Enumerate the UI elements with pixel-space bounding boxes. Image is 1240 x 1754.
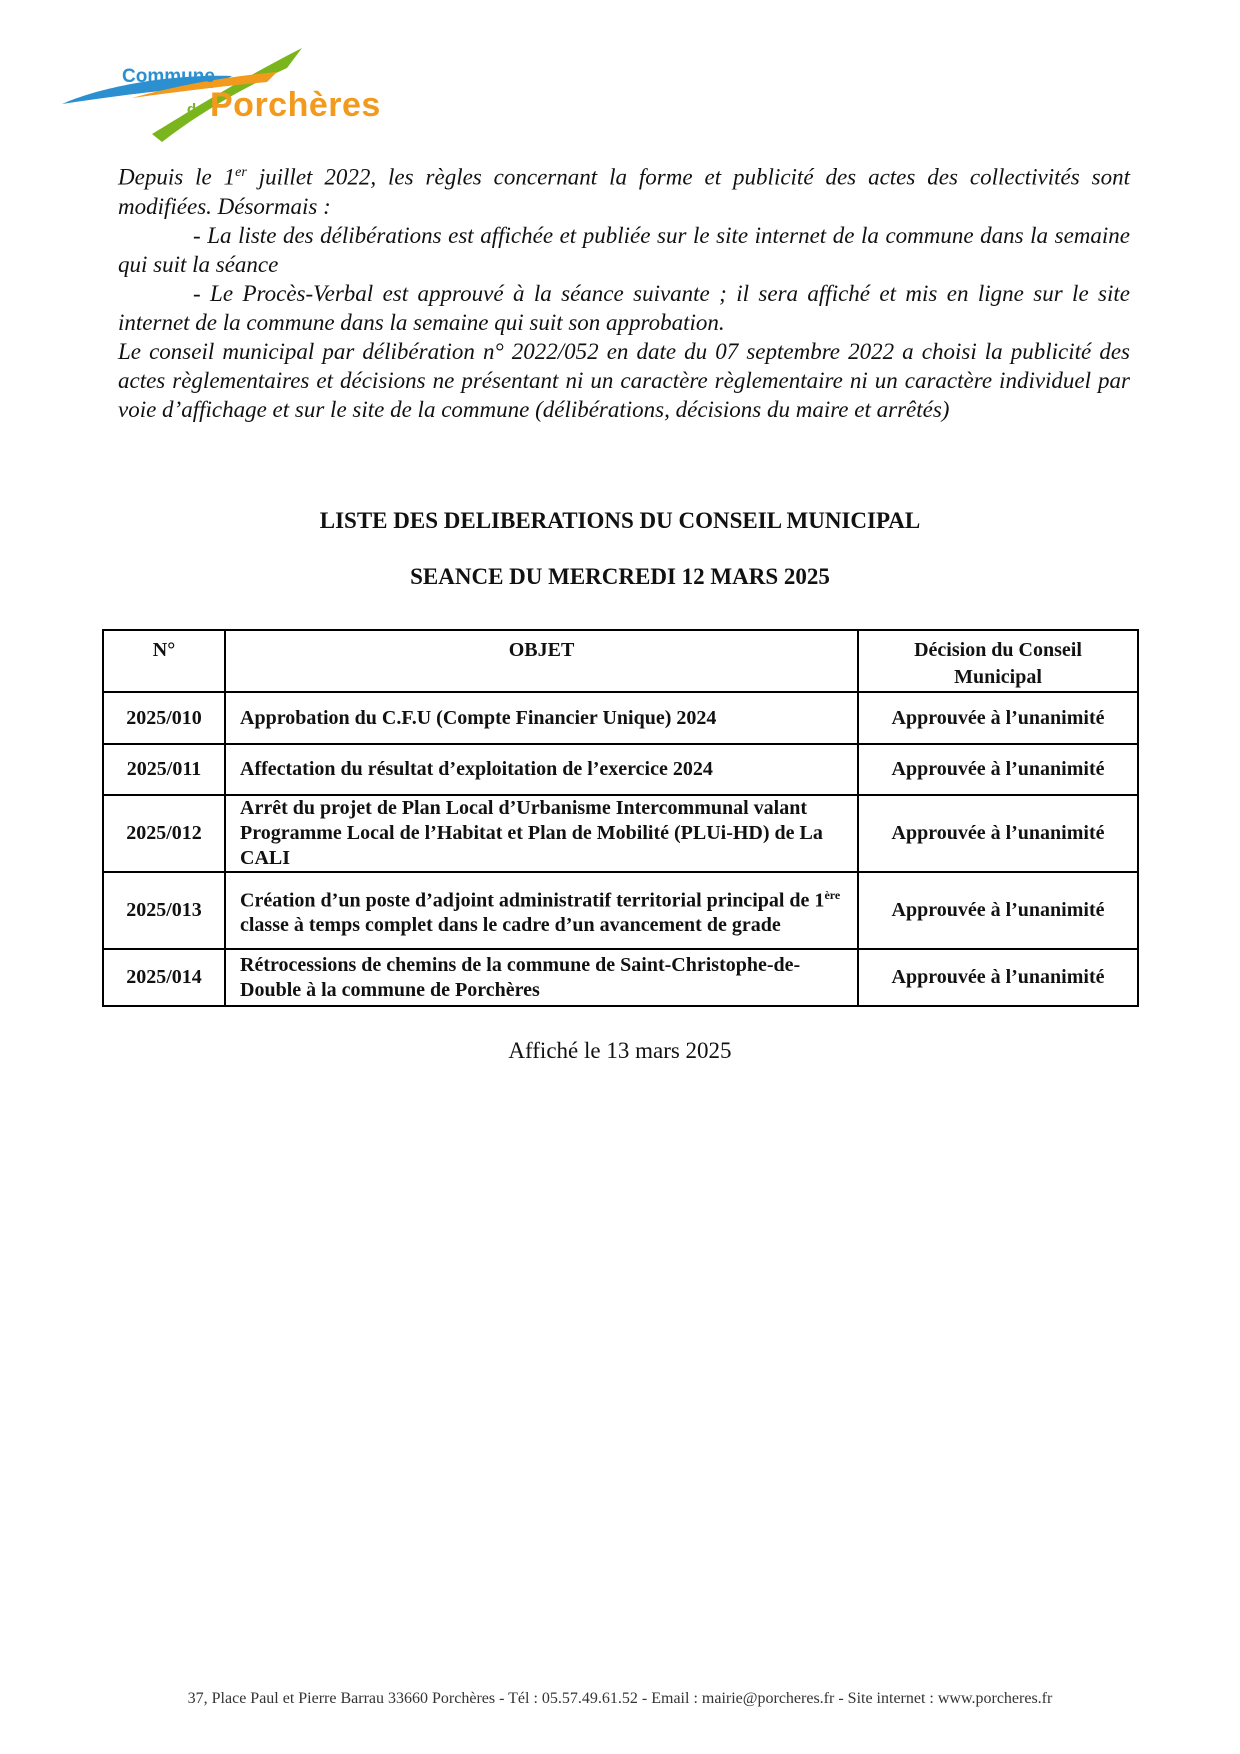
deliberations-table bbox=[102, 629, 1139, 1007]
row-objet: Création d’un poste d’adjoint administratif territorial principal de 1ère classe à temps complet dans le cadre d’un avancement de grade bbox=[225, 872, 858, 949]
table-row bbox=[103, 949, 1138, 1006]
row-num: 2025/010 bbox=[103, 692, 225, 744]
intro-paragraph-3: - Le Procès-Verbal est approuvé à la séance suivante ; il sera affiché et mis en ligne sur le site internet de la commune dans la semaine qui suit son approbation. bbox=[118, 280, 1130, 335]
intro-paragraph-2: - La liste des délibérations est affichée et publiée sur le site internet de la commune dans la semaine qui suit la séance bbox=[118, 222, 1130, 277]
row-num: 2025/011 bbox=[103, 744, 225, 795]
logo-de-text: de bbox=[187, 101, 205, 118]
table-row bbox=[103, 795, 1138, 872]
logo-commune-text: Commune bbox=[122, 66, 215, 87]
table-row bbox=[103, 692, 1138, 744]
header-objet: OBJET bbox=[225, 630, 858, 692]
posted-date: Affiché le 13 mars 2025 bbox=[508, 1038, 732, 1063]
intro-paragraph-1: Depuis le 1er juillet 2022, les règles concernant la forme et publicité des actes des collectivités sont modifiées. Désormais : bbox=[118, 164, 1130, 219]
commune-logo bbox=[62, 46, 412, 146]
row-decision: Approuvée à l’unanimité bbox=[858, 872, 1138, 949]
logo-porcheres-text: Porchères bbox=[210, 86, 381, 124]
row-decision: Approuvée à l’unanimité bbox=[858, 692, 1138, 744]
row-decision: Approuvée à l’unanimité bbox=[858, 795, 1138, 872]
row-num: 2025/013 bbox=[103, 872, 225, 949]
header-num: N° bbox=[103, 630, 225, 692]
document-title: LISTE DES DELIBERATIONS DU CONSEIL MUNICIPAL bbox=[319, 508, 921, 533]
row-objet: Rétrocessions de chemins de la commune de Saint-Christophe-de-Double à la commune de Porchères bbox=[225, 949, 858, 1006]
row-objet: Approbation du C.F.U (Compte Financier Unique) 2024 bbox=[225, 692, 858, 744]
intro-text bbox=[118, 158, 1130, 424]
table-row bbox=[103, 872, 1138, 949]
session-title: SEANCE DU MERCREDI 12 MARS 2025 bbox=[410, 564, 830, 589]
footer-contact: 37, Place Paul et Pierre Barrau 33660 Porchères - Tél : 05.57.49.61.52 - Email : mairie@porcheres.fr - Site internet : www.porcheres.fr bbox=[187, 1690, 1053, 1707]
table-row bbox=[103, 744, 1138, 795]
row-objet: Arrêt du projet de Plan Local d’Urbanisme Intercommunal valant Programme Local de l’Habitat et Plan de Mobilité (PLUi-HD) de La CALI bbox=[225, 795, 858, 872]
row-num: 2025/012 bbox=[103, 795, 225, 872]
row-num: 2025/014 bbox=[103, 949, 225, 1006]
table-header-row bbox=[103, 630, 1138, 692]
intro-paragraph-4: Le conseil municipal par délibération n° 2022/052 en date du 07 septembre 2022 a choisi la publicité des actes règlementaires et décisions ne présentant ni un caractère règlementaire ni un caractère individuel par voie d’affichage et sur le site de la commune (délibérations, décisions du maire et arrêtés) bbox=[118, 338, 1130, 422]
row-decision: Approuvée à l’unanimité bbox=[858, 744, 1138, 795]
row-decision: Approuvée à l’unanimité bbox=[858, 949, 1138, 1006]
row-objet: Affectation du résultat d’exploitation de l’exercice 2024 bbox=[225, 744, 858, 795]
header-decision: Décision du Conseil Municipal bbox=[858, 630, 1138, 692]
